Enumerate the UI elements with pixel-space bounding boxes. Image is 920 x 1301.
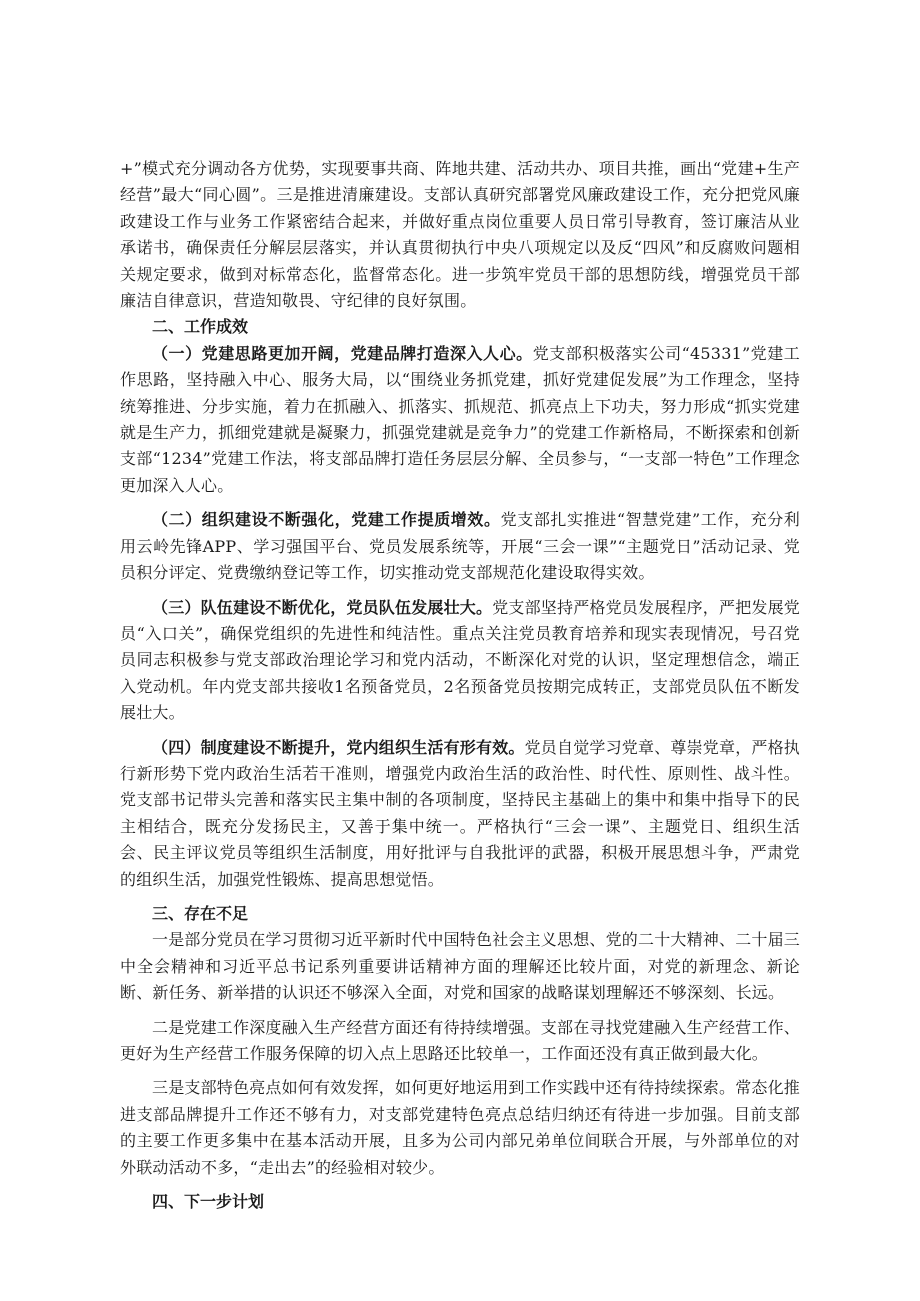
shortcoming-paragraph-3: 三是支部特色亮点如何有效发挥，如何更好地运用到工作实践中还有待持续探索。常态化推进支部品牌提升工作还不够有力，对支部党建特色亮点总结归纳还有待进一步加强。目前支部的主要工作更多集中在基本活动开展，且多为公司内部兄弟单位间联合开展，与外部单位的对外联动活动不多，“走出去”的经验相对较少。 — [120, 1078, 801, 1177]
item-text: 党支部扎实推进“智慧党建”工作，充分利用云岭先锋APP、学习强国平台、党员发展系统等，开展“三会一课”“主题党日”活动记录、党员积分评定、党费缴纳登记等工作，切实推动党支部规范化建设取得实效。 — [120, 510, 800, 583]
section-heading-shortcomings: 三、存在不足 — [152, 903, 249, 923]
shortcoming-paragraph-2: 二是党建工作深度融入生产经营方面还有待持续增强。支部在寻找党建融入生产经营工作、更好为生产经营工作服务保障的切入点上思路还比较单一，工作面还没有真正做到最大化。 — [120, 1017, 801, 1063]
shortcoming-paragraph-1: 一是部分党员在学习贯彻习近平新时代中国特色社会主义思想、党的二十大精神、二十届三中全会精神和习近平总书记系列重要讲话精神方面的理解还比较片面，对党的新理念、新论断、新任务、新举措的认识还不够深入全面，对党和国家的战略谋划理解还不够深刻、长远。 — [120, 930, 801, 1003]
item-text: 党支部坚持严格党员发展程序，严把发展党员“入口关”，确保党组织的先进性和纯洁性。重点关注党员教育培养和现实表现情况，号召党员同志积极参与党支部政治理论学习和党内活动，不断深化对党的认识，坚定理想信念，端正入党动机。年内党支部共接收1名预备党员，2名预备党员按期完成转正，支部党员队伍不断发展壮大。 — [120, 597, 801, 723]
item-lead: （三）队伍建设不断优化，党员队伍发展壮大。 — [152, 597, 493, 617]
work-result-item-2 — [120, 507, 800, 586]
item-text: 党员自觉学习党章、尊崇党章，严格执行新形势下党内政治生活若干准则，增强党内政治生活的政治性、时代性、原则性、战斗性。党支部书记带头完善和落实民主集中制的各项制度，坚持民主基础上的集中和集中指导下的民主相结合，既充分发扬民主，又善于集中统一。严格执行“三会一课”、主题党日、组织生活会、民主评议党员等组织生活制度，用好批评与自我批评的武器，积极开展思想斗争，严肃党的组织生活，加强党性锻炼、提高思想觉悟。 — [120, 737, 801, 889]
work-result-item-1 — [120, 341, 800, 499]
document-page — [120, 156, 800, 1215]
item-lead: （二）组织建设不断强化，党建工作提质增效。 — [152, 510, 501, 530]
section-heading-work-results: 二、工作成效 — [152, 317, 249, 337]
item-lead: （一）党建思路更加开阔，党建品牌打造深入人心。 — [152, 343, 533, 363]
work-result-item-4 — [120, 735, 800, 893]
section-heading-next-steps: 四、下一步计划 — [152, 1192, 265, 1212]
item-text: 党支部积极落实公司“45331”党建工作思路，坚持融入中心、服务大局，以“围绕业务抓党建，抓好党建促发展”为工作理念，坚持统筹推进、分步实施，着力在抓融入、抓落实、抓规范、抓亮点上下功夫，努力形成“抓实党建就是生产力，抓细党建就是凝聚力，抓强党建就是竞争力”的党建工作新格局，不断探索和创新支部“1234”党建工作法，将支部品牌打造任务层层分解、全员参与，“一支部一特色”工作理念更加深入人心。 — [120, 343, 800, 495]
work-result-item-3 — [120, 595, 800, 727]
item-lead: （四）制度建设不断提升，党内组织生活有形有效。 — [152, 737, 525, 757]
intro-paragraph: +”模式充分调动各方优势，实现要事共商、阵地共建、活动共办、项目共推，画出“党建+生产经营”最大“同心圆”。三是推进清廉建设。支部认真研究部署党风廉政建设工作，充分把党风廉政建设工作与业务工作紧密结合起来，并做好重点岗位重要人员日常引导教育，签订廉洁从业承诺书，确保责任分解层层落实，并认真贯彻执行中央八项规定以及反“四风”和反腐败问题相关规定要求，做到对标常态化，监督常态化。进一步筑牢党员干部的思想防线，增强党员干部廉洁自律意识，营造知敬畏、守纪律的良好氛围。 — [120, 159, 800, 311]
